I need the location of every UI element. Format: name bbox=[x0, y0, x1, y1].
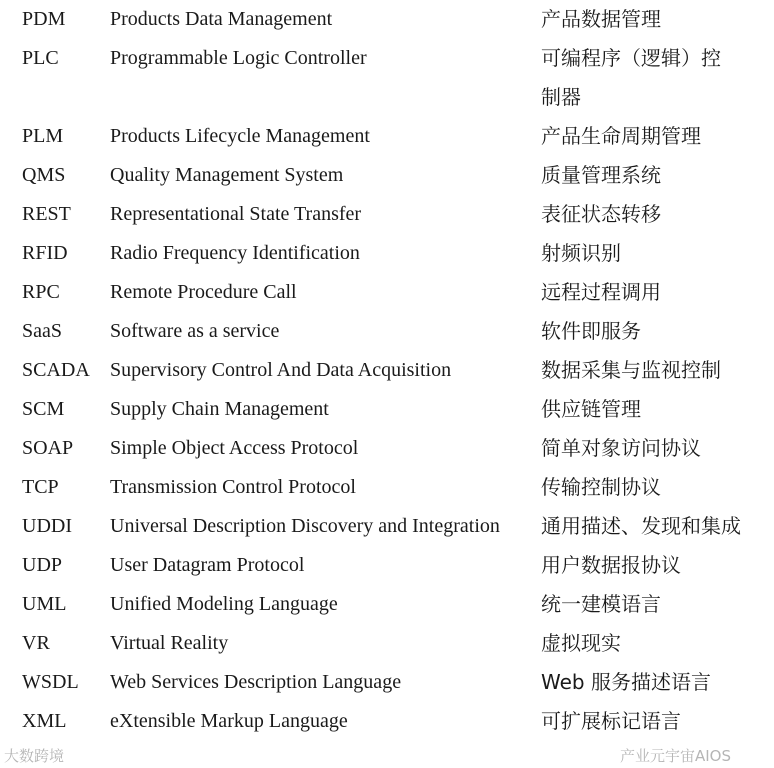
chinese-translation: 简单对象访问协议 bbox=[541, 436, 701, 460]
full-name: Radio Frequency Identification bbox=[110, 242, 360, 264]
abbreviation: UDP bbox=[22, 554, 63, 576]
full-name: eXtensible Markup Language bbox=[110, 710, 348, 732]
table-row bbox=[0, 624, 774, 663]
abbreviation: SaaS bbox=[22, 320, 62, 342]
table-row bbox=[0, 351, 774, 390]
abbreviation: PDM bbox=[22, 8, 66, 30]
chinese-translation: 传输控制协议 bbox=[541, 475, 661, 499]
chinese-translation: 可编程序（逻辑）控 bbox=[541, 46, 721, 70]
abbreviation: PLC bbox=[22, 47, 59, 69]
abbreviation: PLM bbox=[22, 125, 64, 147]
table-row bbox=[0, 585, 774, 624]
chinese-translation: 供应链管理 bbox=[541, 397, 641, 421]
full-name: Virtual Reality bbox=[110, 632, 229, 654]
full-name: Software as a service bbox=[110, 320, 280, 342]
abbreviation: QMS bbox=[22, 164, 66, 186]
chinese-translation: 可扩展标记语言 bbox=[541, 709, 681, 733]
full-name: User Datagram Protocol bbox=[110, 554, 305, 576]
table-row bbox=[0, 390, 774, 429]
chinese-translation: 用户数据报协议 bbox=[541, 553, 681, 577]
abbreviation: RFID bbox=[22, 242, 68, 264]
chinese-translation: 产品生命周期管理 bbox=[541, 124, 701, 148]
abbreviation: XML bbox=[22, 710, 67, 732]
table-row bbox=[0, 0, 774, 39]
table-row bbox=[0, 663, 774, 702]
watermark-left: 大数跨境 bbox=[4, 747, 65, 765]
full-name: Web Services Description Language bbox=[110, 671, 402, 693]
abbreviation: SCADA bbox=[22, 359, 90, 381]
chinese-translation: 产品数据管理 bbox=[541, 7, 661, 31]
full-name: Transmission Control Protocol bbox=[110, 476, 356, 498]
full-name: Supervisory Control And Data Acquisition bbox=[110, 359, 452, 381]
watermark-right: 产业元宇宙AIOS bbox=[620, 747, 732, 765]
chinese-translation: Web 服务描述语言 bbox=[541, 670, 711, 694]
abbreviation: WSDL bbox=[22, 671, 79, 693]
abbreviation: SOAP bbox=[22, 437, 74, 459]
table-row bbox=[0, 702, 774, 741]
chinese-translation: 射频识别 bbox=[541, 241, 621, 265]
full-name: Supply Chain Management bbox=[110, 398, 329, 420]
chinese-translation: 远程过程调用 bbox=[541, 280, 661, 304]
table-row bbox=[0, 468, 774, 507]
full-name: Universal Description Discovery and Integration bbox=[110, 515, 500, 537]
table-row bbox=[0, 312, 774, 351]
full-name: Representational State Transfer bbox=[110, 203, 362, 225]
chinese-translation: 虚拟现实 bbox=[541, 631, 621, 655]
abbreviation: TCP bbox=[22, 476, 59, 498]
chinese-translation: 质量管理系统 bbox=[541, 163, 661, 187]
abbreviation: SCM bbox=[22, 398, 65, 420]
full-name: Simple Object Access Protocol bbox=[110, 437, 359, 459]
table-row bbox=[0, 507, 774, 546]
abbreviation: RPC bbox=[22, 281, 60, 303]
chinese-translation: 软件即服务 bbox=[541, 319, 641, 343]
full-name: Remote Procedure Call bbox=[110, 281, 297, 303]
table-row bbox=[0, 273, 774, 312]
full-name: Products Lifecycle Management bbox=[110, 125, 370, 147]
abbreviation: UML bbox=[22, 593, 67, 615]
chinese-translation: 通用描述、发现和集成 bbox=[541, 514, 741, 538]
table-row bbox=[0, 546, 774, 585]
abbreviation: REST bbox=[22, 203, 71, 225]
full-name: Products Data Management bbox=[110, 8, 333, 30]
chinese-translation: 表征状态转移 bbox=[541, 202, 661, 226]
full-name: Unified Modeling Language bbox=[110, 593, 338, 615]
full-name: Programmable Logic Controller bbox=[110, 47, 367, 69]
table-row bbox=[0, 39, 774, 109]
chinese-translation: 统一建模语言 bbox=[541, 592, 661, 616]
full-name: Quality Management System bbox=[110, 164, 344, 186]
table-row bbox=[0, 156, 774, 195]
chinese-translation-continued: 制器 bbox=[541, 85, 581, 109]
abbreviation: VR bbox=[22, 632, 50, 654]
abbreviation: UDDI bbox=[22, 515, 72, 537]
table-row bbox=[0, 234, 774, 273]
chinese-translation: 数据采集与监视控制 bbox=[541, 358, 721, 382]
table-row bbox=[0, 429, 774, 468]
table-row bbox=[0, 195, 774, 234]
table-row bbox=[0, 117, 774, 156]
